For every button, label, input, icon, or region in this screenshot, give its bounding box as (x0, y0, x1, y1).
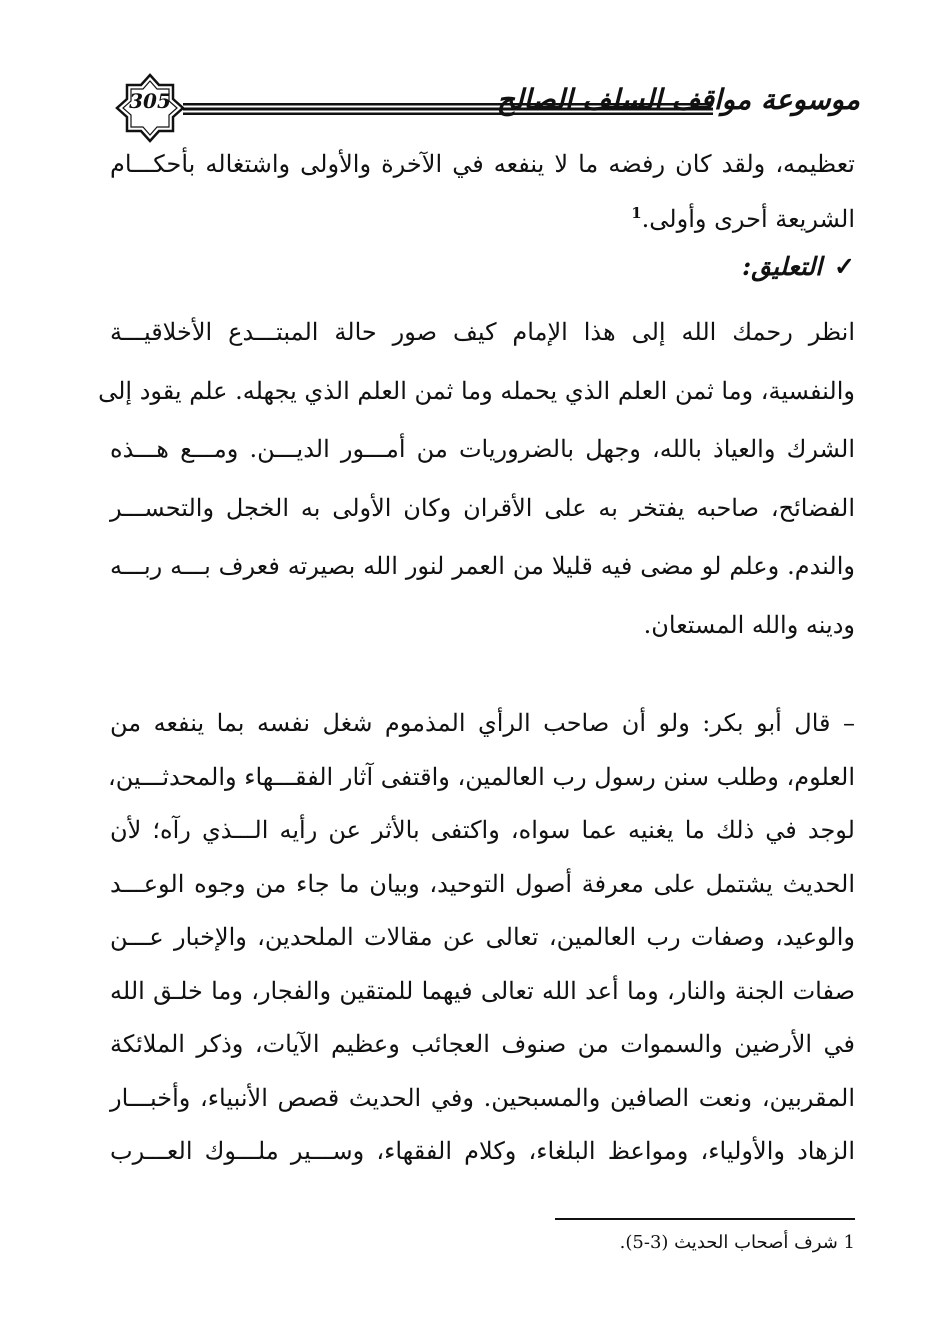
page-number: 305 (129, 89, 171, 113)
paragraph-2 (98, 303, 855, 654)
text-line: الزهاد والأولياء، ومواعظ البلغاء، وكلام الفقهاء، وســـير ملـــوك العـــرب (110, 1137, 855, 1165)
text-line: الشرك والعياذ بالله، وجهل بالضروريات من أمـــور الديـــن. ومـــع هـــذه (110, 435, 855, 463)
text-line: المقربين، ونعت الصافين والمسبحين. وفي الحديث قصص الأنبياء، وأخبـــار (110, 1083, 855, 1112)
text-line: الفضائح، صاحبه يفتخر به على الأقران وكان الأولى به الخجل والتحســـر (110, 493, 855, 522)
text-line: والندم. وعلم لو مضى فيه قليلا من العمر لنور الله بصيرته فعرف بـــه ربـــه (110, 552, 855, 580)
paragraph-3 (110, 697, 855, 1179)
text-line: في الأرضين والسموات من صنوف العجائب وعظيم الآيات، وذكر الملائكة (110, 1030, 855, 1058)
comment-heading (742, 252, 855, 281)
text-line: تعظيمه، ولقد كان رفضه ما لا ينفعه في الآخرة والأولى واشتغاله بأحكـــام (110, 150, 855, 178)
page-header (105, 65, 860, 147)
comment-heading-label: التعليق: (741, 252, 823, 281)
text-line: – قال أبو بكر: ولو أن صاحب الرأي المذموم شغل نفسه بما ينفعه من (110, 709, 855, 737)
text-line: صفات الجنة والنار، وما أعد الله تعالى فيهما للمتقين والفجار، وما خلـق الله (110, 976, 855, 1005)
text-line: العلوم، وطلب سنن رسول رب العالمين، واقتفى آثار الفقـــهاء والمحدثـــين، (108, 762, 855, 791)
text-line: ودينه والله المستعان. (643, 610, 855, 639)
text-line-content: الشريعة أحرى وأولى. (641, 205, 855, 233)
series-title: موسوعة مواقف السلف الصالح (496, 83, 860, 116)
text-line: والنفسية، وما ثمن العلم الذي يحمله وما ثمن العلم الذي يجهله. علم يقود إلى (98, 376, 855, 405)
footnote: 1 شرف أصحاب الحديث (3-5). (619, 1232, 855, 1253)
text-line: الحديث يشتمل على معرفة أصول التوحيد، وبيان ما جاء من وجوه الوعـــد (110, 869, 855, 898)
text-line: والوعيد، وصفات رب العالمين، تعالى عن مقالات الملحدين، والإخبار عـــن (110, 923, 856, 951)
paragraph-1 (110, 137, 855, 247)
footnote-divider (555, 1218, 855, 1220)
text-line: لوجد في ذلك ما يغنيه عما سواه، واكتفى بالأثر عن رأيه الـــذي رآه؛ لأن (110, 816, 855, 844)
check-icon: ✓ (834, 252, 855, 281)
text-line: انظر رحمك الله إلى هذا الإمام كيف صور حالة المبتـــدع الأخلاقيـــة (110, 318, 855, 346)
text-line (110, 192, 855, 247)
footnote-reference: 1 (631, 204, 642, 222)
